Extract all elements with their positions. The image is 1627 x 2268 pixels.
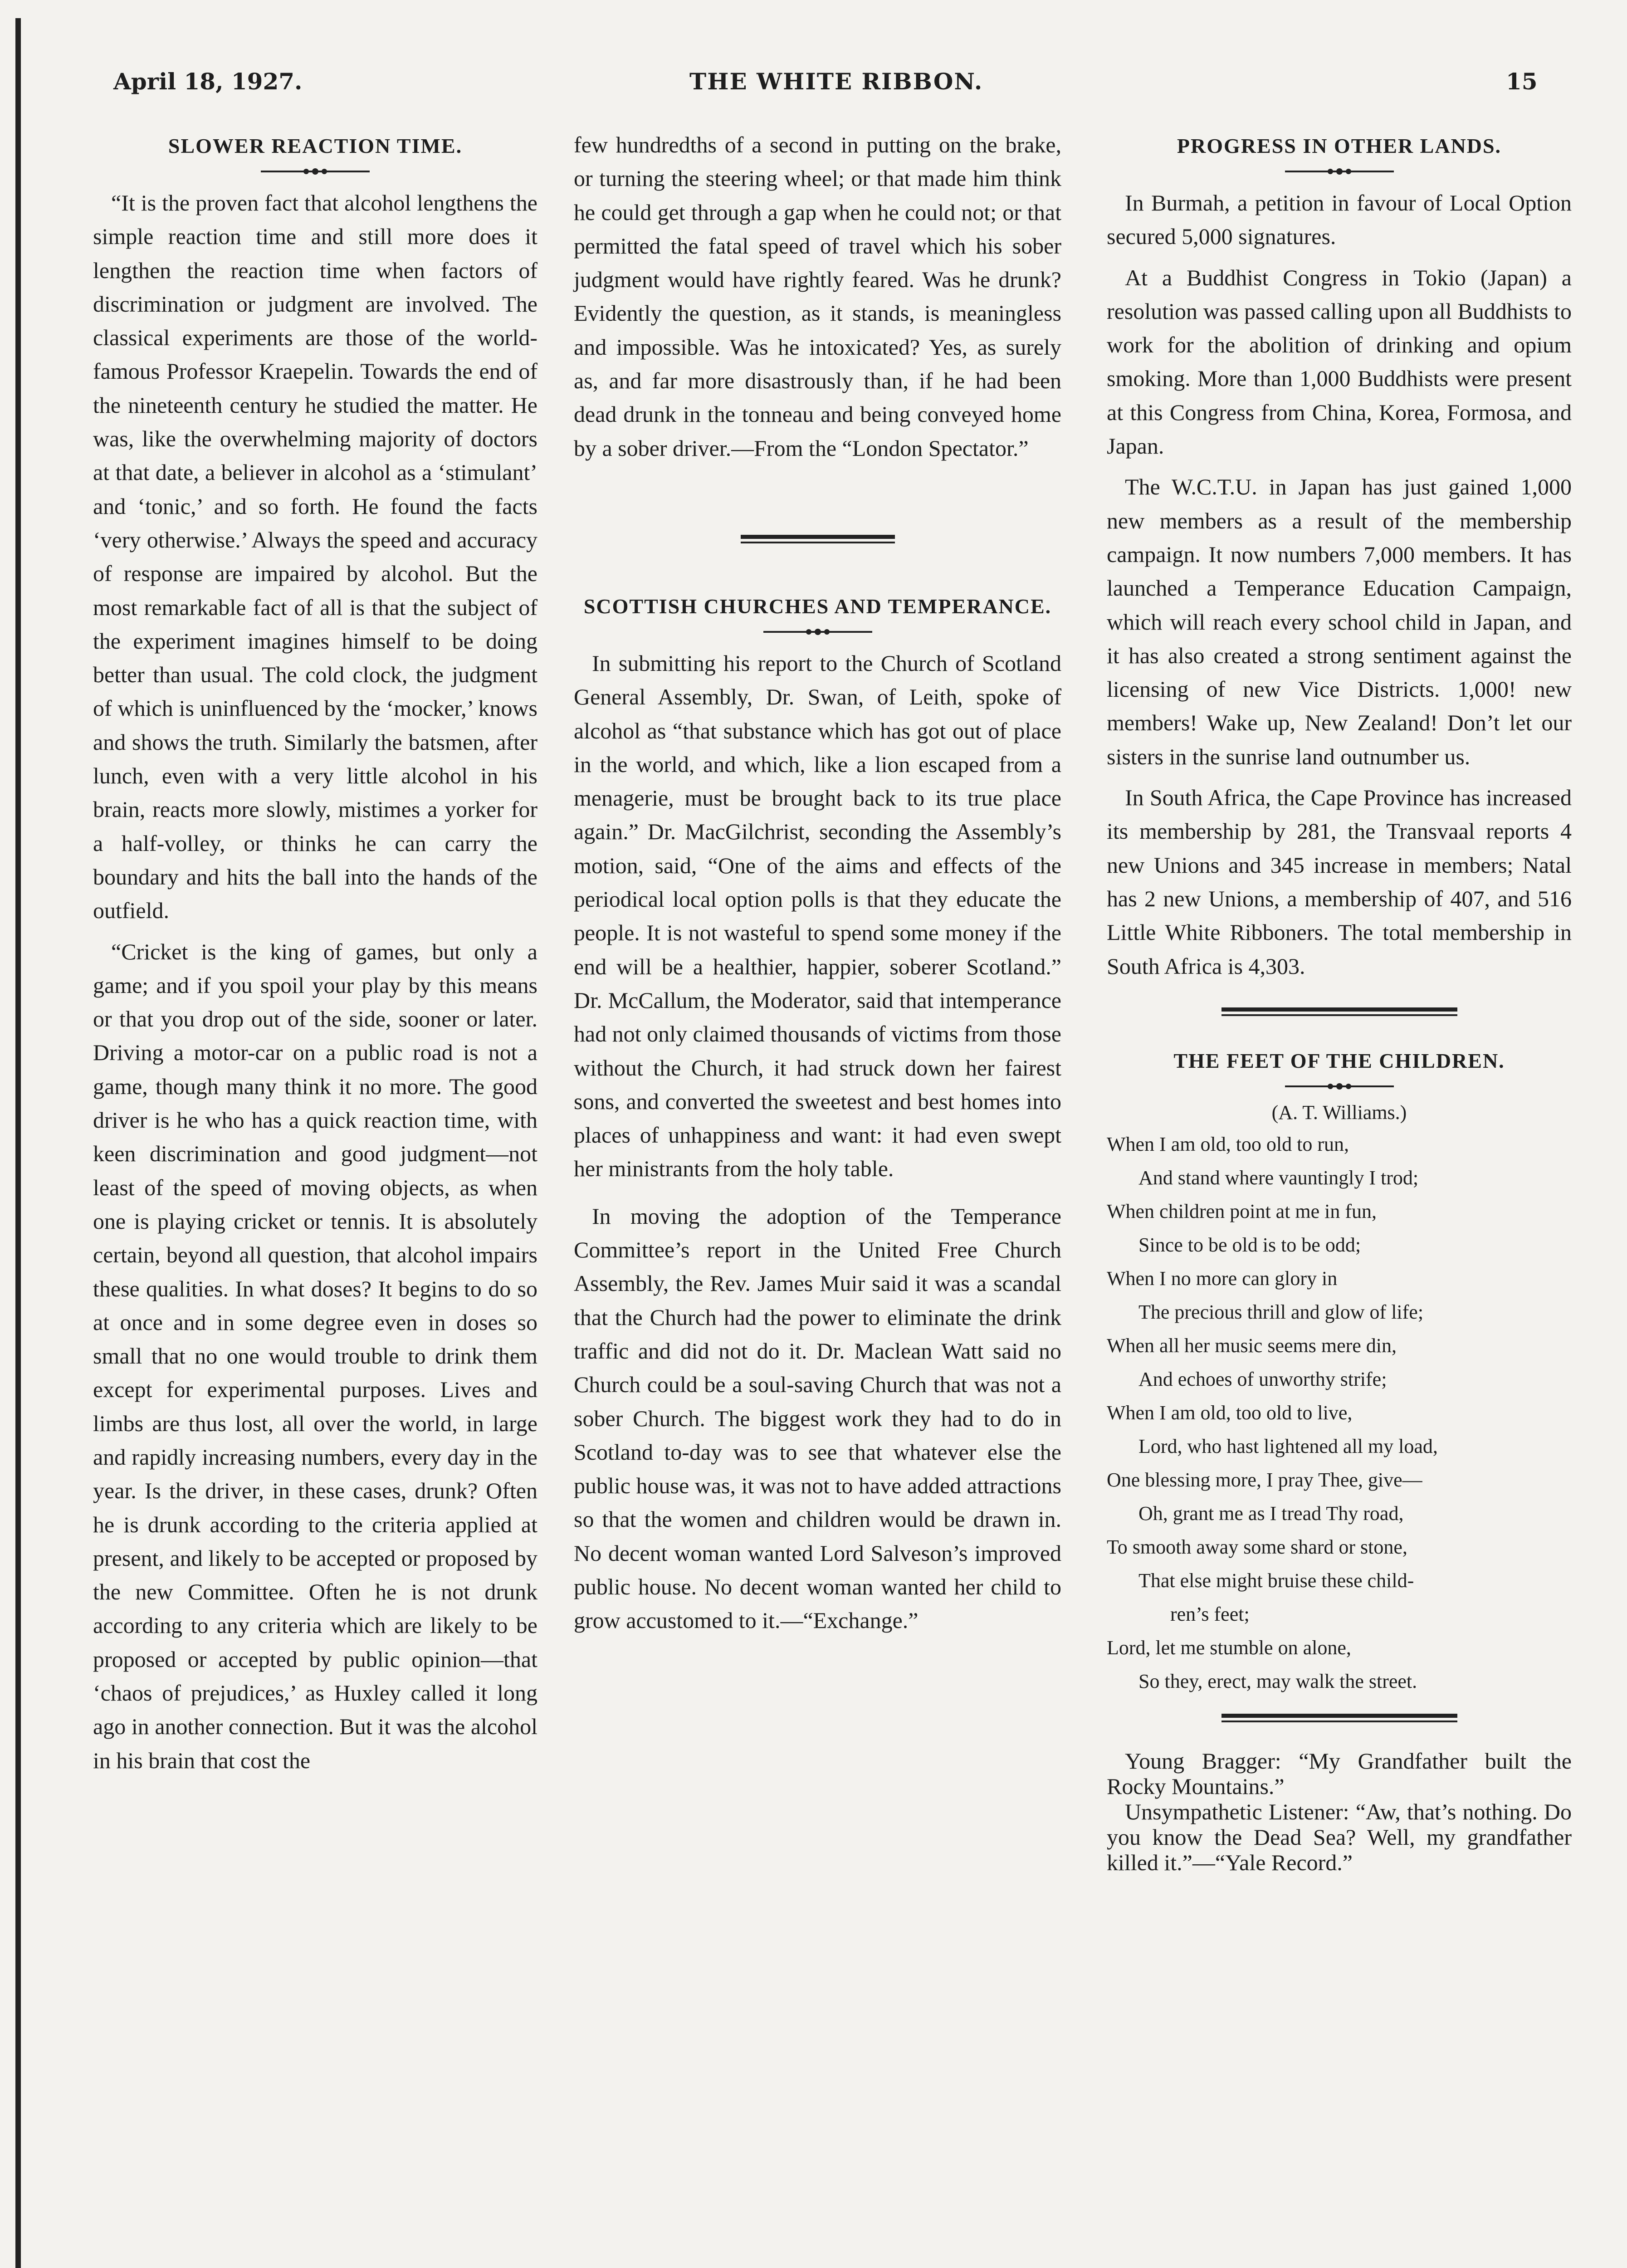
column-2 xyxy=(574,128,1061,1637)
progress-paragraph-1: In Burmah, a petition in favour of Local Option secured 5,000 signatures. xyxy=(1107,190,1572,249)
article-title-progress: PROGRESS IN OTHER LANDS. xyxy=(1177,134,1502,157)
masthead-title: THE WHITE RIBBON. xyxy=(689,68,983,95)
joke-line-2: Unsympathetic Listener: “Aw, that’s nothing. Do you know the Dead Sea? Well, my grandfather killed it.”—“Yale Record.” xyxy=(1107,1799,1572,1875)
poem-line: Lord, who hast lightened all my load, xyxy=(1138,1435,1438,1457)
section-divider xyxy=(741,533,895,547)
binding-edge-rule xyxy=(15,18,21,2268)
poem-line: Oh, grant me as I tread Thy road, xyxy=(1138,1502,1404,1525)
poem-byline: (A. T. Williams.) xyxy=(1271,1101,1407,1124)
poem-line: To smooth away some shard or stone, xyxy=(1107,1535,1407,1558)
joke-line-1: Young Bragger: “My Grandfather built the Rocky Mountains.” xyxy=(1107,1748,1572,1799)
page-number: 15 xyxy=(1506,68,1538,95)
slower-reaction-paragraph-3: few hundredths of a second in putting on the brake, or turning the steering wheel; or that made him think he could get through a gap when he could not; or that permitted the fatal speed of travel which his sober judgment would have rightly feared. Was he drunk? Evidently the question, as it stands, is meaningless and impossible. Was he intoxicated? Yes, as surely as, and far more disastrously than, if he had been dead drunk in the tonneau and being conveyed home by a sober driver.—From the “London Spectator.” xyxy=(574,132,1061,461)
poem-line: When I no more can glory in xyxy=(1107,1267,1338,1290)
section-divider xyxy=(1221,1006,1457,1019)
article-title-scottish-churches: SCOTTISH CHURCHES AND TEMPERANCE. xyxy=(583,594,1052,618)
poem-line: ren’s feet; xyxy=(1170,1603,1250,1625)
poem-line: And echoes of unworthy strife; xyxy=(1138,1368,1387,1390)
poem-line: One blessing more, I pray Thee, give— xyxy=(1107,1468,1422,1491)
section-divider xyxy=(1221,1712,1457,1725)
scottish-paragraph-1: In submitting his report to the Church of Scotland General Assembly, Dr. Swan, of Leith, spoke of alcohol as “that substance which has got out of place in the world, and which, like a lion escaped from a menagerie, must be brought back to its true place again.” Dr. MacGilchrist, seconding the Assembly’s motion, said, “One of the aims and effects of the periodical local option polls is that they educate the people. It is not wasteful to spend some money if the end will be a healthier, happier, soberer Scotland.” Dr. McCallum, the Moderator, said that intemperance had not only claimed thousands of victims from those without the Church, it had struck down her fairest sons, and converted the sweetest and best homes into places of unhappiness and want: it had even swept her ministrants from the holy table. xyxy=(574,650,1061,1182)
poem-line: When I am old, too old to live, xyxy=(1107,1401,1353,1424)
title-ornament xyxy=(759,627,877,636)
poem-line: And stand where vauntingly I trod; xyxy=(1138,1166,1419,1189)
scottish-paragraph-2: In moving the adoption of the Temperance Committee’s report in the United Free Church Assembly, the Rev. James Muir said it was a scandal that the Church had the power to eliminate the drink traffic and did not do it. Dr. Maclean Watt said no Church could be a soul-saving Church that was not a sober Church. The biggest work they had to do in Scotland to-day was to see that whatever else the public house was, it was not to have added attractions so that the women and children would be drawn in. No decent woman wanted Lord Salveson’s improved public house. No decent woman wanted her child to grow accustomed to it.—“Exchange.” xyxy=(574,1203,1061,1633)
article-title-slower-reaction: SLOWER REACTION TIME. xyxy=(168,134,463,157)
slower-reaction-paragraph-1: “It is the proven fact that alcohol lengthens the simple reaction time and still more does it lengthen the reaction time when factors of discrimination or judgment are involved. The classical experiments are those of the world-famous Professor Kraepelin. Towards the end of the nineteenth century he studied the matter. He was, like the overwhelming majority of doctors at that date, a believer in alcohol as a ‘stimulant’ and ‘tonic,’ and so forth. He found the facts ‘very otherwise.’ Always the speed and accuracy of response are impaired by alcohol. But the most remarkable fact of all is that the subject of the experiment imagines himself to be doing better than usual. The cold clock, the judgment of which is uninfluenced by the ‘mocker,’ knows and shows the truth. Similarly the batsmen, after lunch, even with a very little alcohol in his brain, reacts more slowly, mistimes a yorker for a half-volley, or thinks he can carry the boundary and hits the ball into the hands of the outfield. xyxy=(93,190,537,924)
title-ornament xyxy=(1280,167,1398,176)
poem-body xyxy=(1107,1128,1572,1698)
poem-line: Since to be old is to be odd; xyxy=(1138,1233,1361,1256)
title-ornament xyxy=(256,167,374,176)
poem-line: When children point at me in fun, xyxy=(1107,1200,1377,1222)
poem-line: That else might bruise these child- xyxy=(1138,1569,1414,1592)
progress-paragraph-2: At a Buddhist Congress in Tokio (Japan) a resolution was passed calling upon all Buddhists to work for the abolition of drinking and opium smoking. More than 1,000 Buddhists were present at this Congress from China, Korea, Formosa, and Japan. xyxy=(1107,264,1572,459)
title-ornament xyxy=(1280,1082,1398,1091)
poem-line: So they, erect, may walk the street. xyxy=(1138,1670,1417,1692)
column-1 xyxy=(93,132,537,1777)
poem-title: THE FEET OF THE CHILDREN. xyxy=(1173,1049,1505,1072)
slower-reaction-paragraph-2: “Cricket is the king of games, but only a game; and if you spoil your play by this means or that you drop out of the side, sooner or later. Driving a motor-car on a public road is not a game, though many think it no more. The good driver is he who has a quick reaction time, with keen discrimination and good judgment—not least of the speed of moving objects, as when one is playing cricket or tennis. It is absolutely certain, beyond all question, that alcohol impairs these qualities. In what doses? It begins to do so at once and in some degree even in doses so small that no one would trouble to drink them except for experimental purposes. Lives and limbs are thus lost, all over the world, in large and rapidly increasing numbers, every day in the year. Is the driver, in these cases, drunk? Often he is drunk according to the criteria applied at present, and likely to be accepted or proposed by the new Committee. Often he is not drunk according to any criteria which are likely to be proposed or accepted by public opinion—that ‘chaos of prejudices,’ as Huxley called it long ago in another connection. But it was the alcohol in his brain that cost the xyxy=(93,938,537,1773)
poem-line: When all her music seems mere din, xyxy=(1107,1334,1397,1357)
progress-paragraph-3: The W.C.T.U. in Japan has just gained 1,000 new members as a result of the membership campaign. It now numbers 7,000 members. It has launched a Temperance Education Campaign, which will reach every school child in Japan, and it has also created a strong sentiment against the licensing of new Vice Districts. 1,000! new members! Wake up, New Zealand! Don’t let our sisters in the sunrise land outnumber us. xyxy=(1107,474,1572,769)
poem-line: The precious thrill and glow of life; xyxy=(1138,1300,1424,1323)
poem-line: Lord, let me stumble on alone, xyxy=(1107,1636,1351,1659)
issue-date: April 18, 1927. xyxy=(113,68,303,95)
column-3 xyxy=(1107,132,1572,1875)
poem-line: When I am old, too old to run, xyxy=(1107,1133,1349,1155)
progress-paragraph-4: In South Africa, the Cape Province has increased its membership by 281, the Transvaal reports 4 new Unions and 345 increase in members; Natal has 2 new Unions, a membership of 407, and 516 Little White Ribboners. The total membership in South Africa is 4,303. xyxy=(1107,785,1572,979)
